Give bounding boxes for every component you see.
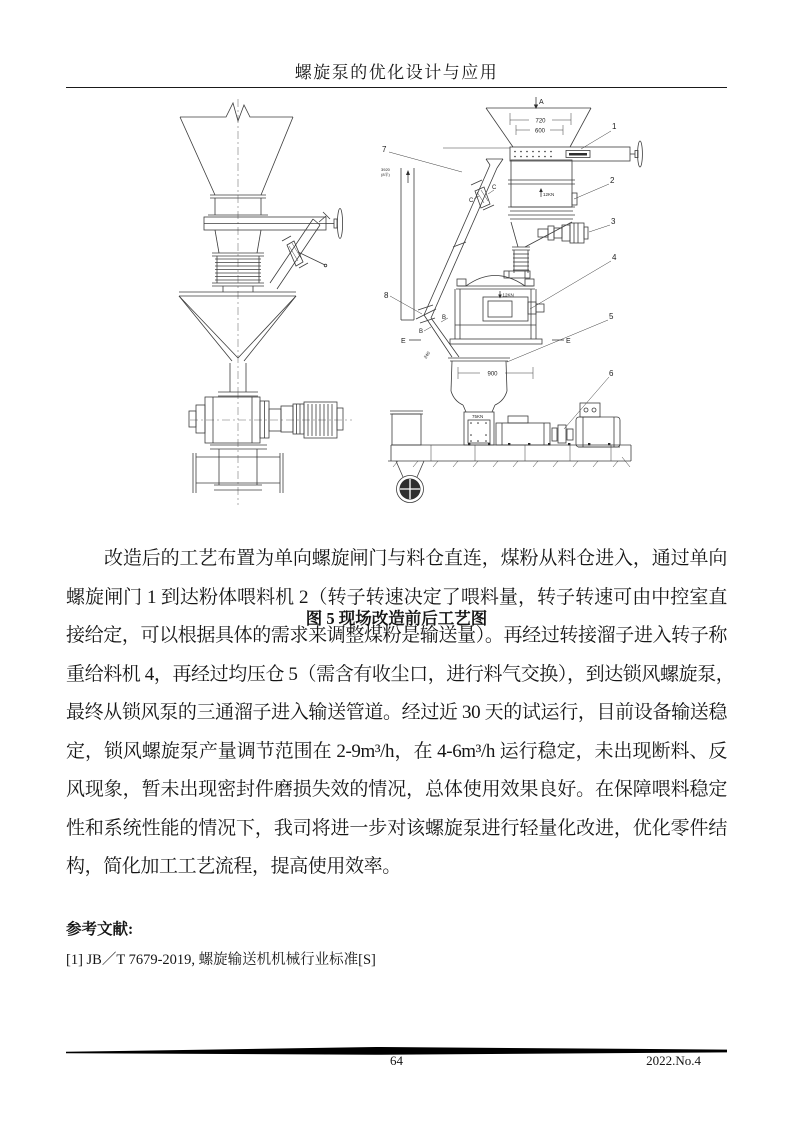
body-line: 构，简化加工工艺流程，提高使用效率。 [66, 856, 401, 877]
diagram-before-retrofit-icon [172, 95, 372, 507]
dim-720: 720 [535, 118, 546, 125]
part-label-4: 4 [612, 253, 617, 262]
elevation-label: 3920 [381, 167, 390, 172]
body-line: 风现象，暂未出现密封件磨损失效的情况，总体使用效果良好。在保障喂料稳定 [66, 779, 727, 800]
body-line: 改造后的工艺布置为单向螺旋闸门与料仓直连，煤粉从料仓进入，通过单向 [104, 548, 727, 569]
part-label-2: 2 [610, 176, 615, 185]
body-line: 重给料机 4，再经过均压仓 5（需含有收尘口，进行料气交换），到达锁风螺旋泵， [66, 663, 735, 685]
body-line: 接给定，可以根据具体的需求来调整煤粉是输送量）。再经过转接溜子进入转子称 [66, 625, 727, 646]
page-header-title: 螺旋泵的优化设计与应用 [294, 63, 499, 82]
section-label-c: C [469, 198, 474, 204]
part-label-8: 8 [384, 291, 389, 300]
reference-item: [1] JB／T 7679-2019, 螺旋输送机机械行业标准[S] [66, 952, 376, 968]
dim-240: 240 [422, 350, 432, 360]
header-divider [66, 87, 727, 88]
body-paragraph [66, 540, 735, 887]
dim-900: 900 [487, 371, 498, 378]
section-label-b: B [442, 315, 447, 321]
load-label-75kn: 75KN [472, 414, 484, 419]
page-number: 64 [390, 1053, 403, 1068]
section-label-e: E [401, 338, 406, 345]
section-label-e: E [566, 338, 571, 345]
part-label-1: 1 [612, 122, 617, 131]
references-heading: 参考文献: [66, 921, 134, 938]
issue-label: 2022.No.4 [646, 1053, 701, 1068]
part-label-7: 7 [382, 145, 387, 154]
section-label-c: C [492, 185, 497, 191]
references-section [66, 917, 727, 969]
section-label-a: A [539, 99, 544, 106]
diagram-after-retrofit-icon [378, 95, 650, 507]
body-line: 最终从锁风泵的三通溜子进入输送管道。经过近 30 天的试运行，目前设备输送稳 [66, 702, 727, 723]
body-line: 螺旋闸门 1 到达粉体喂料机 2（转子转速决定了喂料量，转子转速可由中控室直 [66, 586, 727, 608]
figure-caption: 图 5 现场改造前后工艺图 [305, 609, 488, 628]
load-label-12kn: 12KN [502, 292, 514, 298]
elevation-note: (8半) [381, 172, 390, 177]
part-label-6: 6 [609, 369, 614, 378]
dim-600: 600 [534, 128, 546, 135]
body-line: 性和系统性能的情况下，我司将进一步对该螺旋泵进行轻量化改进，优化零件结 [66, 817, 727, 839]
section-label-b: B [419, 329, 424, 335]
part-label-3: 3 [611, 217, 616, 226]
body-line: 定，锁风螺旋泵产量调节范围在 2-9m³/h，在 4-6m³/h 运行稳定，未出现断料、反 [66, 740, 727, 762]
part-label-5: 5 [609, 312, 614, 321]
load-label-12kn: 12KN [543, 192, 555, 197]
